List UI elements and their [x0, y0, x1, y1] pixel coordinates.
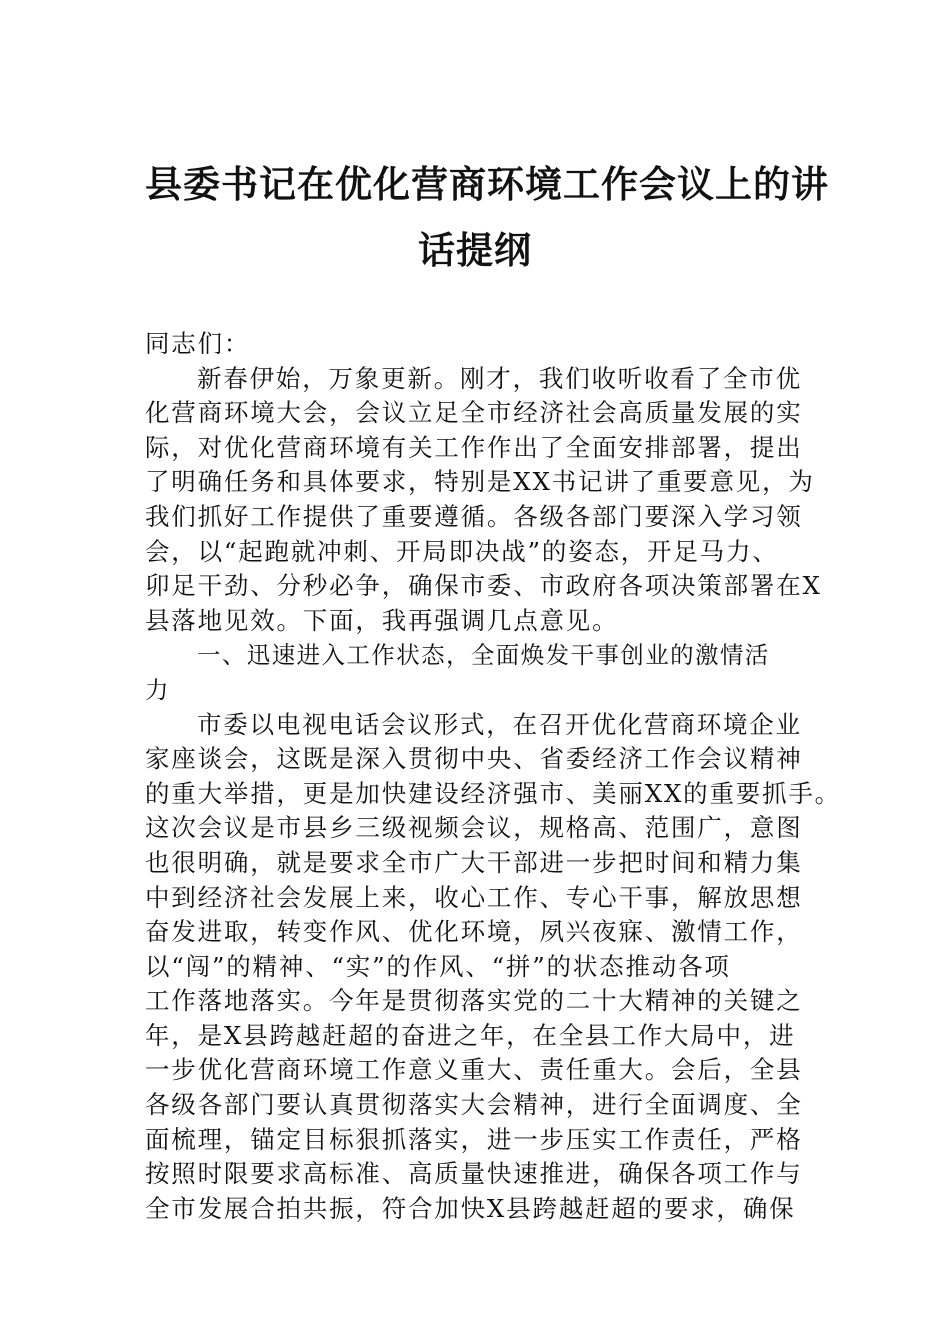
paragraph-line: 的重大举措，更是加快建设经济强市、美丽XX的重要抓手。: [145, 778, 841, 808]
paragraph-2: [145, 708, 841, 1227]
paragraph-line: 中到经济社会发展上来，收心工作、专心干事，解放思想: [145, 882, 803, 912]
paragraph-line: 际，对优化营商环境有关工作作出了全面安排部署，提出: [145, 432, 803, 462]
paragraph-line: 面梳理，锚定目标狠抓落实，进一步压实工作责任，严格: [145, 1124, 803, 1154]
section-heading-line: 一、迅速进入工作状态，全面焕发干事创业的激情活: [197, 641, 770, 670]
paragraph-line: 年，是X县跨越赶超的奋进之年，在全县工作大局中，进: [145, 1020, 796, 1050]
section-heading-line: 力: [145, 675, 170, 704]
greeting: 同志们：: [145, 329, 251, 358]
paragraph-line: 卯足干劲、分秒必争，确保市委、市政府各项决策部署在X: [145, 571, 822, 601]
paragraph-line: 工作落地落实。今年是贯彻落实党的二十大精神的关键之: [145, 986, 803, 1016]
paragraph-line: 会，以“起跑就冲刺、开局即决战”的姿态，开足马力、: [145, 536, 779, 566]
paragraph-line: 市委以电视电话会议形式，在召开优化营商环境企业: [197, 709, 802, 739]
paragraph-line: 全市发展合拍共振，符合加快X县跨越赶超的要求，确保: [145, 1193, 796, 1223]
paragraph-line: 县落地见效。下面，我再强调几点意见。: [145, 605, 619, 635]
paragraph-line: 各级各部门要认真贯彻落实大会精神，进行全面调度、全: [145, 1090, 803, 1120]
paragraph-line: 家座谈会，这既是深入贯彻中央、省委经济工作会议精神: [145, 744, 803, 774]
paragraph-line: 也很明确，就是要求全市广大干部进一步把时间和精力集: [145, 847, 803, 877]
document-title-line-2: 话提纲: [418, 228, 532, 272]
paragraph-line: 我们抓好工作提供了重要遵循。各级各部门要深入学习领: [145, 501, 803, 531]
paragraph-line: 以“闯”的精神、“实”的作风、“拼”的状态推动各项: [145, 951, 731, 981]
paragraph-line: 了明确任务和具体要求，特别是XX书记讲了重要意见，为: [145, 467, 815, 497]
paragraph-line: 这次会议是市县乡三级视频会议，规格高、范围广，意图: [145, 813, 803, 843]
document-body: [145, 327, 841, 1226]
document-title-line-1: 县委书记在优化营商环境工作会议上的讲: [145, 162, 829, 206]
paragraph-line: 按照时限要求高标准、高质量快速推进，确保各项工作与: [145, 1159, 803, 1189]
paragraph-line: 奋发进取，转变作风、优化环境，夙兴夜寐、激情工作，: [145, 917, 803, 947]
paragraph-line: 化营商环境大会，会议立足全市经济社会高质量发展的实: [145, 398, 803, 428]
paragraph-1: [145, 362, 822, 639]
paragraph-line: 新春伊始，万象更新。刚才，我们收听收看了全市优: [197, 363, 802, 393]
paragraph-line: 一步优化营商环境工作意义重大、责任重大。会后，全县: [145, 1055, 803, 1085]
section-heading-1: [145, 638, 805, 707]
